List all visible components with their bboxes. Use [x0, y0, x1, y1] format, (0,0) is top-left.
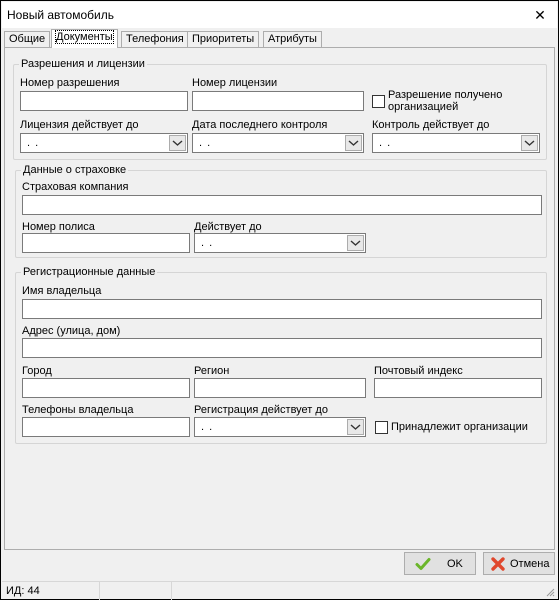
cancel-button-label: Отмена: [510, 558, 550, 570]
chevron-down-icon[interactable]: [521, 135, 538, 151]
insurance-group: [15, 164, 547, 258]
insurance-company-label: Страховая компания: [22, 181, 129, 193]
policy-number-input[interactable]: [22, 233, 190, 253]
last-control-value: . .: [199, 137, 212, 149]
belongs-org-label: Принадлежит организации: [391, 421, 528, 433]
status-bar: [2, 581, 557, 599]
registration-valid-value: . .: [201, 421, 214, 433]
tab-attributes[interactable]: Атрибуты: [263, 31, 322, 47]
resize-grip-icon[interactable]: [545, 587, 555, 597]
close-icon[interactable]: ✕: [534, 7, 546, 23]
insurance-group-title: Данные о страховке: [23, 164, 127, 176]
license-number-input[interactable]: [192, 91, 364, 111]
belongs-org-checkbox[interactable]: [375, 421, 388, 434]
control-valid-value: . .: [379, 137, 392, 149]
license-number-label: Номер лицензии: [192, 77, 278, 89]
ok-button[interactable]: [404, 552, 476, 575]
chevron-down-icon[interactable]: [347, 235, 364, 251]
zip-label: Почтовый индекс: [374, 365, 463, 377]
cancel-button[interactable]: [483, 552, 555, 575]
registration-valid-label: Регистрация действует до: [194, 404, 328, 416]
license-valid-value: . .: [27, 137, 40, 149]
owner-name-input[interactable]: [22, 299, 542, 319]
city-label: Город: [22, 365, 52, 377]
tab-general[interactable]: Общие: [4, 31, 50, 47]
chevron-down-icon[interactable]: [345, 135, 362, 151]
documents-tab-panel: [4, 47, 555, 550]
region-label: Регион: [194, 365, 230, 377]
status-id: ИД: 44: [2, 582, 100, 600]
insurance-valid-label: Действует до: [194, 221, 262, 233]
policy-number-label: Номер полиса: [22, 221, 95, 233]
status-cell-empty: [100, 582, 172, 600]
control-valid-label: Контроль действует до: [372, 119, 490, 131]
permit-number-input[interactable]: [20, 91, 188, 111]
registration-group: [15, 266, 547, 444]
ok-button-label: OK: [447, 558, 463, 570]
chevron-down-icon[interactable]: [169, 135, 186, 151]
license-valid-label: Лицензия действует до: [20, 119, 139, 131]
city-input[interactable]: [22, 378, 190, 398]
tab-documents[interactable]: Документы: [51, 29, 118, 48]
insurance-valid-date-picker[interactable]: [194, 233, 366, 253]
address-input[interactable]: [22, 338, 542, 358]
permits-group: [13, 58, 547, 160]
org-permit-checkbox[interactable]: [372, 95, 385, 108]
owner-name-label: Имя владельца: [22, 285, 102, 297]
owner-phones-label: Телефоны владельца: [22, 404, 134, 416]
chevron-down-icon[interactable]: [347, 419, 364, 435]
insurance-company-input[interactable]: [22, 195, 542, 215]
last-control-label: Дата последнего контроля: [192, 119, 328, 131]
address-label: Адрес (улица, дом): [22, 325, 121, 337]
registration-group-title: Регистрационные данные: [23, 266, 156, 278]
tab-priorities[interactable]: Приоритеты: [187, 31, 259, 47]
window-title: Новый автомобиль: [7, 8, 114, 22]
control-valid-date-picker[interactable]: [372, 133, 540, 153]
tab-telephony[interactable]: Телефония: [121, 31, 189, 47]
zip-input[interactable]: [374, 378, 542, 398]
cross-icon: [490, 556, 506, 572]
permits-group-title: Разрешения и лицензии: [21, 58, 145, 70]
check-icon: [415, 556, 431, 572]
permit-number-label: Номер разрешения: [20, 77, 120, 89]
title-bar: [2, 2, 557, 28]
org-permit-label: Разрешение получено организацией: [388, 89, 503, 113]
region-input[interactable]: [194, 378, 366, 398]
last-control-date-picker[interactable]: [192, 133, 364, 153]
registration-valid-date-picker[interactable]: [194, 417, 366, 437]
owner-phones-input[interactable]: [22, 417, 190, 437]
license-valid-date-picker[interactable]: [20, 133, 188, 153]
insurance-valid-value: . .: [201, 237, 214, 249]
